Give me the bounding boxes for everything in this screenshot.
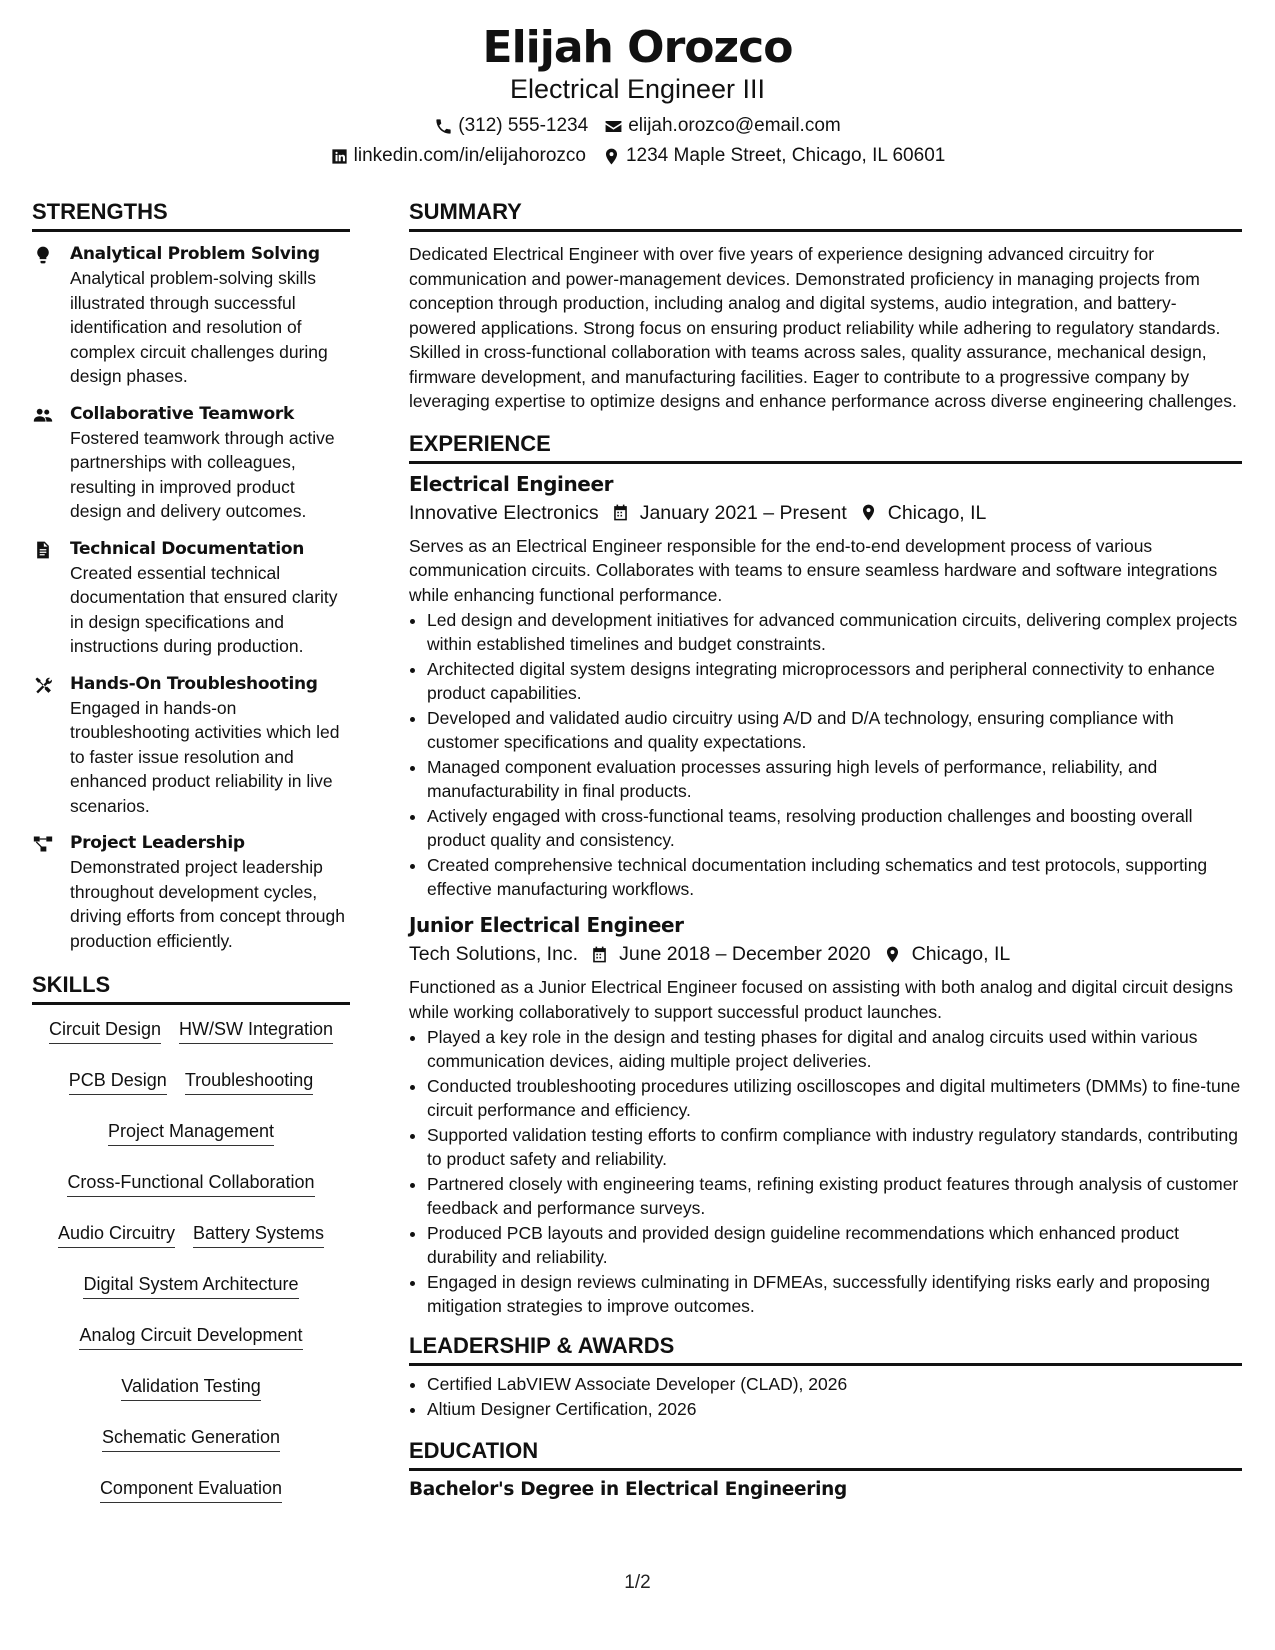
location-pin-icon (859, 503, 878, 522)
resume-header (0, 22, 1275, 168)
awards-heading: LEADERSHIP & AWARDS (409, 1332, 1242, 1366)
skill-chip: Cross-Functional Collaboration (67, 1162, 314, 1197)
skill-chip: Project Management (108, 1111, 274, 1146)
page-number: 1/2 (624, 1572, 651, 1593)
skill-chip: PCB Design (69, 1060, 167, 1095)
list-item: • Developed and validated audio circuitry using A/D and D/A technology, ensuring compliance with customer specifications and quality expectations. (427, 706, 1242, 754)
job-entry (409, 470, 1242, 902)
strengths-heading: STRENGTHS (32, 198, 350, 232)
job-dates: June 2018 – December 2020 (619, 943, 871, 965)
job-title: Electrical Engineer (409, 471, 614, 496)
location-pin-icon (602, 147, 621, 166)
strength-desc: Demonstrated project leadership throughout development cycles, driving efforts from concept through production efficiently. (70, 857, 345, 951)
calendar-icon (611, 503, 630, 522)
linkedin-contact[interactable] (330, 144, 586, 168)
job-dates: January 2021 – Present (639, 501, 847, 524)
education-heading: EDUCATION (409, 1437, 1242, 1471)
contact-line-1 (0, 114, 1275, 138)
skill-chip: Circuit Design (49, 1009, 161, 1044)
left-column (32, 198, 350, 1519)
job-entry (409, 911, 1242, 1318)
strength-item (32, 537, 350, 659)
right-column (409, 198, 1242, 1503)
contact-line-2 (0, 144, 1275, 168)
list-item: • Engaged in design reviews culminating in DFMEAs, successfully identifying risks early and proposing mitigation strategies to improve outcomes. (427, 1270, 1242, 1318)
job-meta (409, 498, 1242, 528)
skill-chip: Analog Circuit Development (79, 1315, 302, 1350)
calendar-icon (590, 945, 609, 964)
job-company: Tech Solutions, Inc. (409, 943, 579, 965)
strength-title: Project Leadership (70, 833, 245, 853)
skills-list (32, 1009, 350, 1519)
skill-chip: Audio Circuitry (58, 1213, 175, 1248)
strength-title: Hands-On Troubleshooting (70, 673, 318, 694)
list-item: • Conducted troubleshooting procedures utilizing oscilloscopes and digital multimeters (DMMs) to fine-tune circuit performance and efficiency. (427, 1074, 1242, 1122)
strength-desc: Analytical problem-solving skills illustrated through successful identification and resolution of complex circuit challenges during design phases. (70, 268, 328, 386)
phone-icon (434, 117, 453, 136)
job-company: Innovative Electronics (409, 501, 599, 524)
list-item: • Led design and development initiatives for advanced communication circuits, delivering complex projects within established timelines and budget constraints. (427, 608, 1242, 656)
skills-heading: SKILLS (32, 971, 350, 1005)
candidate-name: Elijah Orozco (482, 22, 793, 73)
candidate-title: Electrical Engineer III (509, 74, 766, 104)
awards-list (409, 1372, 1242, 1421)
diagram-project-icon (32, 834, 54, 854)
strength-item (32, 402, 350, 524)
list-item: • Produced PCB layouts and provided design guideline recommendations which enhanced product durability and reliability. (427, 1221, 1242, 1269)
list-item: • Partnered closely with engineering teams, refining existing product features through analysis of customer feedback and performance surveys. (427, 1172, 1242, 1220)
file-icon (32, 540, 54, 560)
strength-desc: Engaged in hands-on troubleshooting activities which led to faster issue resolution and enhanced product reliability in live scenarios. (70, 697, 340, 816)
strength-title: Technical Documentation (70, 538, 305, 559)
summary-text: Dedicated Electrical Engineer with over five years of experience designing advanced circuitry for communication and power-management devices. Demonstrated proficiency in managing projects from conception through production, including analog and digital systems, audio integration, and battery-powered applications. Strong focus on ensuring product reliability while adhering to regulatory standards. Skilled in cross-functional collaboration with teams across sales, quality assurance, mechanical design, firmware development, and manufacturing facilities. Eager to contribute to a progressive company by leveraging expertise to optimize designs and enhance performance across diverse engineering challenges. (409, 244, 1237, 411)
job-location: Chicago, IL (911, 943, 1011, 965)
experience-heading: EXPERIENCE (409, 430, 1242, 464)
job-meta (409, 939, 1242, 969)
job-bullets (409, 608, 1242, 901)
skill-chip: Schematic Generation (102, 1417, 280, 1452)
skill-chip: Digital System Architecture (83, 1264, 298, 1299)
skill-chip: Component Evaluation (100, 1468, 282, 1503)
job-title: Junior Electrical Engineer (409, 913, 684, 937)
user-group-icon (32, 405, 54, 425)
address-text: 1234 Maple Street, Chicago, IL 60601 (625, 145, 946, 166)
linkedin-text[interactable]: linkedin.com/in/elijahorozco (353, 145, 586, 166)
list-item: • Certified LabVIEW Associate Developer (CLAD), 2026 (427, 1372, 1242, 1396)
education-degree: Bachelor's Degree in Electrical Engineering (409, 1479, 847, 1500)
strength-item (32, 242, 350, 389)
email-contact[interactable] (604, 114, 841, 138)
lightbulb-icon (32, 245, 54, 265)
strength-title: Collaborative Teamwork (70, 403, 294, 424)
list-item: • Played a key role in the design and testing phases for digital and analog circuits used within various communication devices, aiding multiple project deliveries. (427, 1025, 1242, 1073)
email-text[interactable]: elijah.orozco@email.com (628, 115, 841, 136)
phone-text: (312) 555-1234 (458, 115, 589, 136)
strength-title: Analytical Problem Solving (70, 244, 320, 264)
summary-heading: SUMMARY (409, 198, 1242, 232)
job-description: Functioned as a Junior Electrical Engineer focused on assisting with both analog and digital circuit designs while working collaboratively to support successful product launches. (409, 977, 1233, 1022)
strength-item (32, 831, 350, 953)
skill-chip: HW/SW Integration (179, 1009, 333, 1044)
skill-chip: Troubleshooting (185, 1060, 313, 1095)
strength-desc: Created essential technical documentation that ensured clarity in design specifications and instructions during production. (70, 562, 338, 656)
job-bullets (409, 1025, 1242, 1318)
phone-contact (434, 114, 588, 138)
tools-icon (32, 675, 54, 695)
list-item: • Altium Designer Certification, 2026 (427, 1397, 1242, 1421)
list-item: • Architected digital system designs integrating microprocessors and peripheral connectivity to enhance product capabilities. (427, 657, 1242, 705)
location-pin-icon (883, 945, 902, 964)
job-description: Serves as an Electrical Engineer responsible for the end-to-end development process of various communication circuits. Collaborates with teams to ensure seamless hardware and software integrations while enhancing functional performance. (409, 535, 1218, 605)
strength-desc: Fostered teamwork through active partnerships with colleagues, resulting in improved product design and delivery outcomes. (70, 427, 335, 521)
list-item: • Actively engaged with cross-functional teams, resolving production challenges and boosting overall product quality and consistency. (427, 804, 1242, 852)
list-item: • Managed component evaluation processes assuring high levels of performance, reliability, and manufacturability in final products. (427, 755, 1242, 803)
skill-chip: Validation Testing (121, 1366, 260, 1401)
address-contact (602, 144, 945, 168)
skill-chip: Battery Systems (193, 1213, 324, 1248)
job-location: Chicago, IL (887, 501, 987, 524)
strength-item (32, 672, 350, 819)
envelope-icon (604, 117, 623, 136)
list-item: • Supported validation testing efforts to confirm compliance with industry regulatory standards, contributing to product safety and reliability. (427, 1123, 1242, 1171)
list-item: • Created comprehensive technical documentation including schematics and test protocols, supporting effective manufacturing workflows. (427, 853, 1242, 901)
linkedin-icon (330, 147, 349, 166)
